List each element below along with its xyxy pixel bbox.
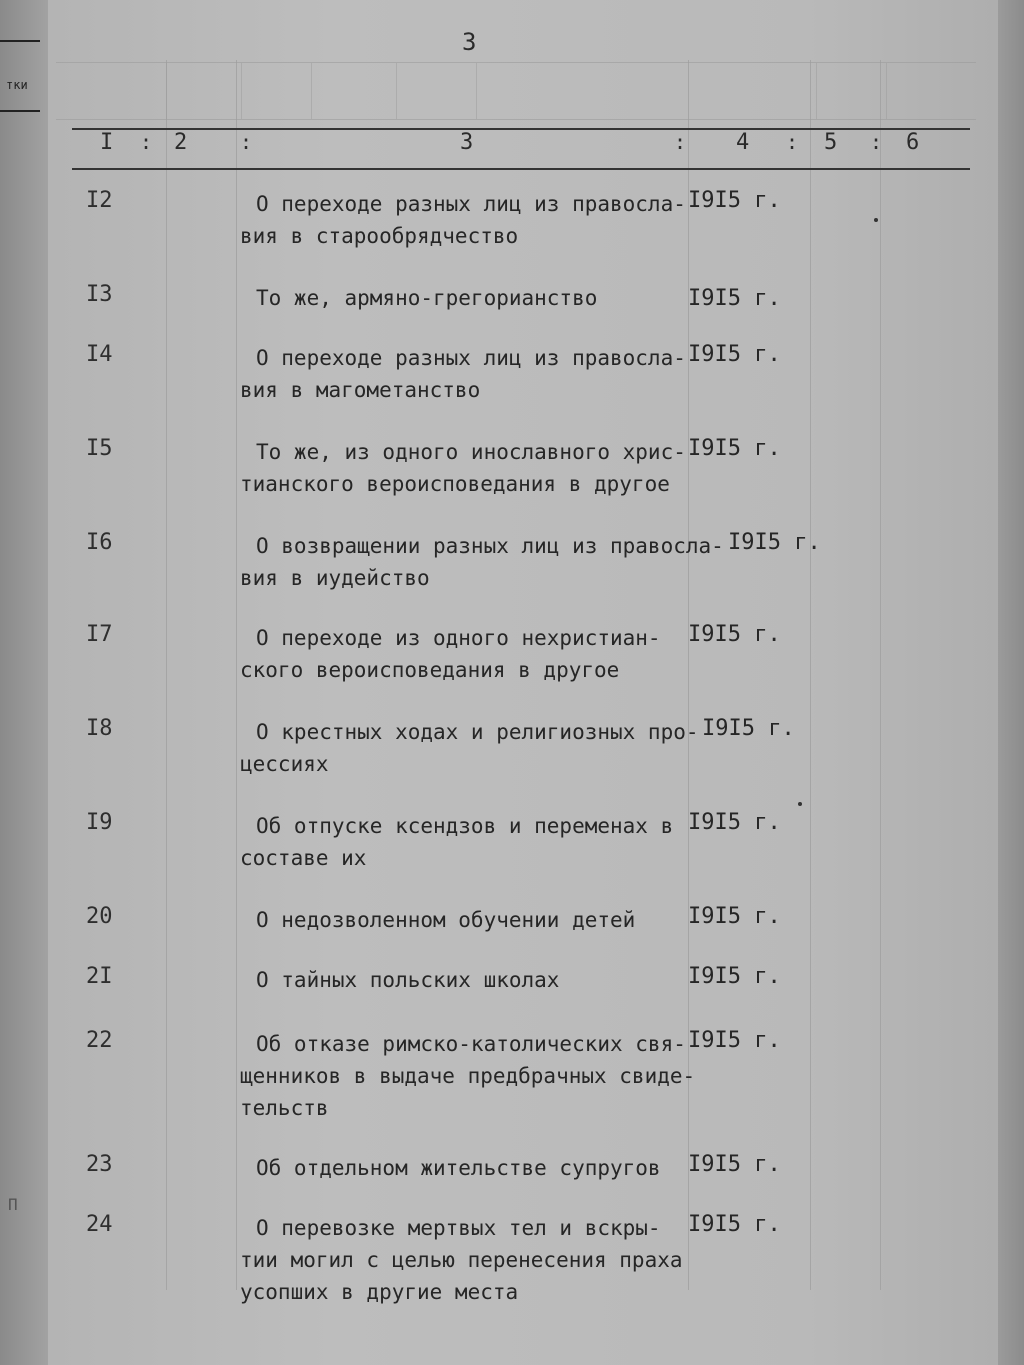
entry-title-line: О переходе разных лиц из правосла- (256, 192, 686, 216)
entry-title-line: вия в иудейство (240, 566, 430, 590)
entry-year: I9I5 г. (702, 716, 795, 741)
column-number: 2 (174, 130, 188, 155)
entry-title-line: О недозволенном обучении детей (256, 908, 636, 932)
entry-title-line: О переходе из одного нехристиан- (256, 626, 661, 650)
entry-number: I4 (86, 342, 113, 367)
entry-title-line: Об отказе римско-католических свя- (256, 1032, 686, 1056)
entry-year: I9I5 г. (688, 342, 781, 367)
entry-title (240, 1212, 700, 1308)
edge-mark: П (8, 1195, 18, 1214)
header-rule-bottom (72, 168, 970, 170)
entry-year: I9I5 г. (688, 1028, 781, 1053)
entry-number: I5 (86, 436, 113, 461)
entry-title (240, 810, 700, 874)
edge-rule (0, 110, 40, 112)
entry-year: I9I5 г. (688, 1212, 781, 1237)
entry-title (240, 1028, 700, 1124)
entry-title-line: составе их (240, 846, 367, 870)
page-number: 3 (462, 28, 477, 56)
entry-year: I9I5 г. (728, 530, 821, 555)
entry-number: I9 (86, 810, 113, 835)
entry-year: I9I5 г. (688, 286, 781, 311)
entry-title (240, 622, 700, 686)
entry-number: I2 (86, 188, 113, 213)
entry-title-line: вия в старообрядчество (240, 224, 519, 248)
entry-title-line: вия в магометанство (240, 378, 481, 402)
document-page (48, 0, 998, 1365)
column-line (810, 60, 811, 1290)
column-separator: : (674, 130, 687, 154)
entry-number: 20 (86, 904, 113, 929)
entry-title (240, 342, 700, 406)
faint-table-header (56, 62, 976, 120)
entry-number: I8 (86, 716, 113, 741)
column-line (166, 60, 167, 1290)
entry-year: I9I5 г. (688, 810, 781, 835)
edge-text-fragment: тки (6, 78, 28, 92)
entry-title (240, 436, 700, 500)
entry-title-line: О переходе разных лиц из правосла- (256, 346, 686, 370)
entry-number: 23 (86, 1152, 113, 1177)
entry-title (240, 530, 724, 594)
entry-year: I9I5 г. (688, 622, 781, 647)
underlying-sheet-edge (0, 0, 49, 1365)
entry-title-line: тии могил с целью перенесения праха (240, 1248, 683, 1272)
entry-number: I7 (86, 622, 113, 647)
entry-title-line: О крестных ходах и религиозных про- (256, 720, 699, 744)
ink-speck (874, 218, 878, 222)
entry-year: I9I5 г. (688, 904, 781, 929)
column-number: 3 (460, 130, 474, 155)
entry-title-line: То же, армяно-грегорианство (256, 286, 598, 310)
entry-title (240, 282, 700, 314)
entry-title-line: О тайных польских школах (256, 968, 560, 992)
column-separator: : (240, 130, 253, 154)
column-line (880, 60, 881, 1290)
column-number: I (100, 130, 114, 155)
entry-number: 22 (86, 1028, 113, 1053)
background-edge (998, 0, 1024, 1365)
entry-title-line: тельств (240, 1096, 329, 1120)
entry-title-line: щенников в выдаче предбрачных свиде- (240, 1064, 696, 1088)
entry-year: I9I5 г. (688, 1152, 781, 1177)
entry-year: I9I5 г. (688, 188, 781, 213)
entry-title (240, 904, 700, 936)
entry-title (240, 188, 700, 252)
column-separator: : (870, 130, 883, 154)
entry-number: 24 (86, 1212, 113, 1237)
entry-title-line: Об отпуске ксендзов и переменах в (256, 814, 674, 838)
entry-title-line: ского вероисповедания в другое (240, 658, 620, 682)
edge-rule (0, 40, 40, 42)
entry-title (240, 1152, 700, 1184)
entry-number: I3 (86, 282, 113, 307)
entry-title-line: То же, из одного инославного хрис- (256, 440, 686, 464)
entry-title-line: О перевозке мертвых тел и вскры- (256, 1216, 661, 1240)
entry-title-line: Об отдельном жительстве супругов (256, 1156, 661, 1180)
entry-title (240, 716, 700, 780)
entry-title-line: О возвращении разных лиц из правосла- (256, 534, 724, 558)
column-number: 5 (824, 130, 838, 155)
column-separator: : (140, 130, 153, 154)
entry-year: I9I5 г. (688, 964, 781, 989)
ink-speck (798, 802, 802, 806)
entry-number: 2I (86, 964, 113, 989)
entry-year: I9I5 г. (688, 436, 781, 461)
entry-title-line: тианского вероисповедания в другое (240, 472, 670, 496)
column-numbers-row (48, 130, 998, 160)
column-number: 6 (906, 130, 920, 155)
column-separator: : (786, 130, 799, 154)
entry-number: I6 (86, 530, 113, 555)
column-line (236, 60, 237, 1290)
column-number: 4 (736, 130, 750, 155)
entry-title-line: цессиях (240, 752, 329, 776)
entry-title-line: усопших в другие места (240, 1280, 519, 1304)
entry-title (240, 964, 700, 996)
